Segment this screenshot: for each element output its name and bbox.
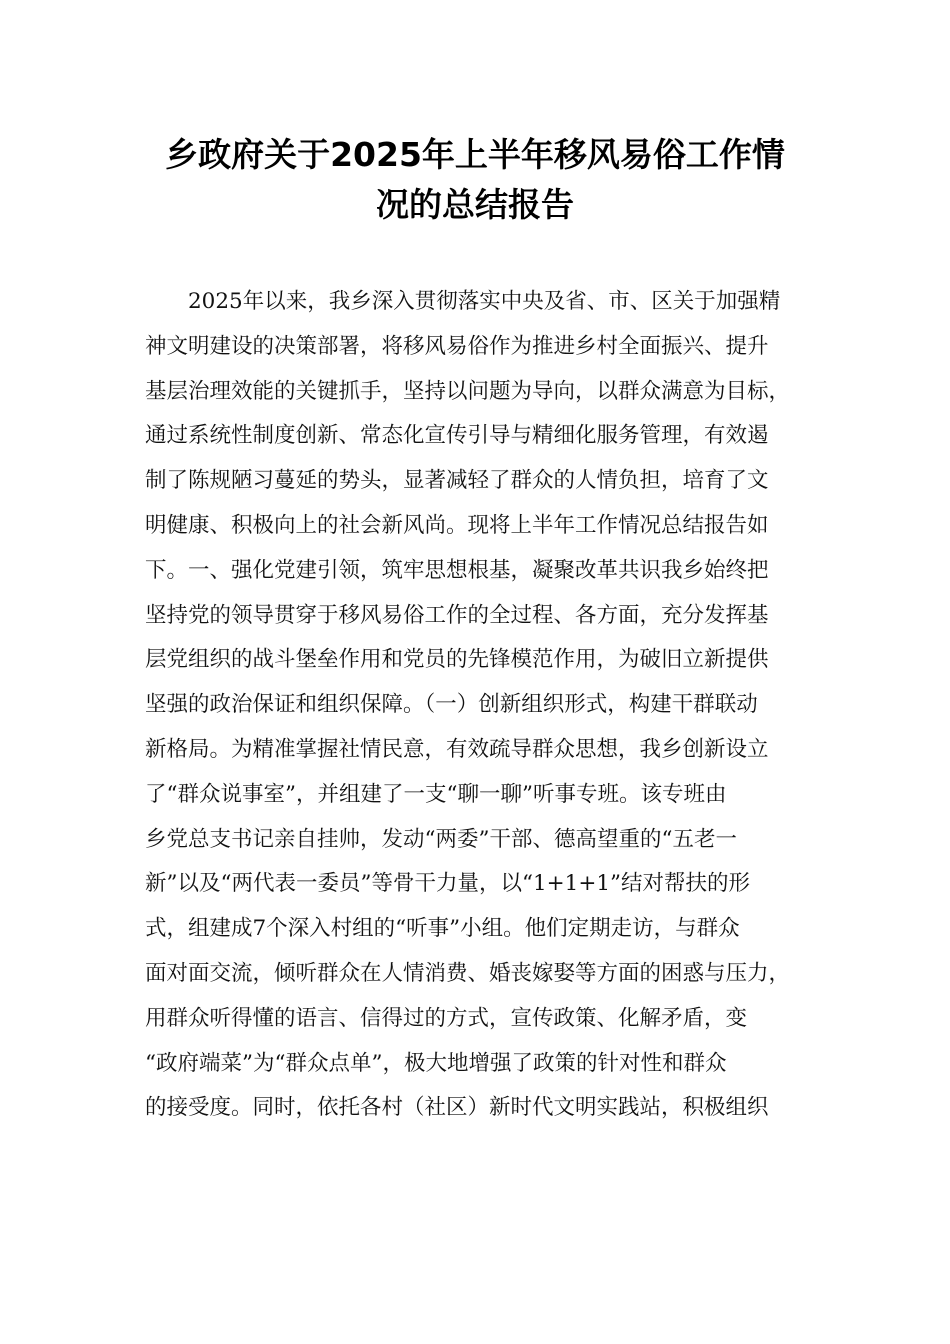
body-line: 新格局。为精准掌握社情民意，有效疏导群众思想，我乡创新设立	[145, 736, 769, 762]
body-line: 新”以及“两代表一委员”等骨干力量，以“1+1+1”结对帮扶的形	[145, 871, 751, 897]
body-line: 乡党总支书记亲自挂帅，发动“两委”干部、德高望重的“五老一	[145, 826, 737, 852]
body-line: 了“群众说事室”，并组建了一支“聊一聊”听事专班。该专班由	[145, 781, 727, 807]
body-line: 用群众听得懂的语言、信得过的方式，宣传政策、化解矛盾，变	[145, 1005, 748, 1031]
body-line: 基层治理效能的关键抓手，坚持以问题为导向，以群众满意为目标，	[145, 378, 791, 404]
body-line: 2025年以来，我乡深入贯彻落实中央及省、市、区关于加强精	[188, 289, 781, 314]
body-line: 层党组织的战斗堡垒作用和党员的先锋模范作用，为破旧立新提供	[145, 647, 769, 673]
body-line: “政府端菜”为“群众点单”，极大地增强了政策的针对性和群众	[145, 1050, 727, 1076]
body-line: 神文明建设的决策部署，将移风易俗作为推进乡村全面振兴、提升	[145, 333, 769, 359]
body-line: 坚强的政治保证和组织保障。（一）创新组织形式，构建干群联动	[145, 692, 758, 718]
document-title	[100, 130, 850, 230]
body-line: 坚持党的领导贯穿于移风易俗工作的全过程、各方面，充分发挥基	[145, 602, 769, 628]
body-line: 下。一、强化党建引领，筑牢思想根基，凝聚改革共识我乡始终把	[145, 557, 769, 583]
body-line: 明健康、积极向上的社会新风尚。现将上半年工作情况总结报告如	[145, 512, 769, 538]
title-line: 况的总结报告	[376, 185, 574, 224]
body-line: 式，组建成7个深入村组的“听事”小组。他们定期走访，与群众	[145, 916, 740, 942]
body-line: 通过系统性制度创新、常态化宣传引导与精细化服务管理，有效遏	[145, 423, 769, 449]
document-body	[145, 280, 817, 1131]
body-line: 面对面交流，倾听群众在人情消费、婚丧嫁娶等方面的困惑与压力，	[145, 960, 791, 986]
body-line: 的接受度。同时，依托各村（社区）新时代文明实践站，积极组织	[145, 1095, 769, 1121]
body-line: 制了陈规陋习蔓延的势头，显著减轻了群众的人情负担，培育了文	[145, 468, 769, 494]
title-line: 乡政府关于2025年上半年移风易俗工作情	[165, 135, 785, 174]
